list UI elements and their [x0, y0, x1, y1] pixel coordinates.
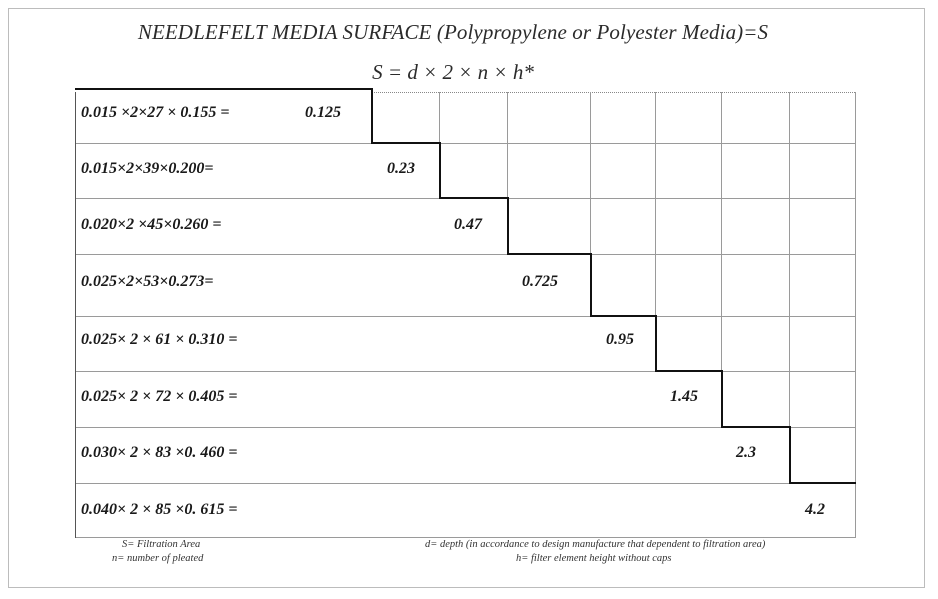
column-divider [655, 92, 656, 316]
column-divider [590, 92, 591, 254]
legend-n: n= number of pleated [112, 553, 204, 564]
stair-border [371, 142, 441, 144]
row-result: 0.95 [606, 331, 634, 348]
row-result: 0.125 [305, 104, 341, 121]
stair-border [507, 197, 509, 255]
legend-s: S= Filtration Area [122, 539, 201, 550]
table-bottom-border [75, 537, 855, 538]
stair-border [75, 88, 373, 90]
row-divider [75, 143, 855, 144]
row-result: 2.3 [736, 444, 756, 461]
row-expression: 0.015×2×39×0.200= [81, 160, 214, 177]
stair-border [789, 482, 856, 484]
table-top-border [372, 92, 855, 93]
stair-border [655, 370, 723, 372]
table-right-border [855, 92, 856, 538]
row-result: 0.47 [454, 216, 482, 233]
row-result: 0.725 [522, 273, 558, 290]
row-result: 1.45 [670, 388, 698, 405]
stair-border [655, 315, 657, 372]
stair-border [721, 426, 791, 428]
row-expression: 0.020×2 ×45×0.260 = [81, 216, 222, 233]
page-title: NEEDLEFELT MEDIA SURFACE (Polypropylene or Polyester Media)=S [137, 20, 769, 44]
column-divider [507, 92, 508, 198]
row-expression: 0.030× 2 × 83 ×0. 460 = [81, 444, 238, 461]
row-result: 4.2 [805, 501, 825, 518]
column-divider [439, 92, 440, 143]
stair-border [590, 315, 657, 317]
legend-h: h= filter element height without caps [516, 553, 672, 564]
row-divider [75, 483, 855, 484]
stair-border [439, 142, 441, 199]
row-expression: 0.025× 2 × 61 × 0.310 = [81, 331, 238, 348]
row-expression: 0.025×2×53×0.273= [81, 273, 214, 290]
stair-border [507, 253, 592, 255]
stair-border [590, 253, 592, 317]
row-expression: 0.025× 2 × 72 × 0.405 = [81, 388, 238, 405]
row-divider [75, 316, 855, 317]
formula: S = d × 2 × n × h* [372, 60, 534, 84]
row-expression: 0.015 ×2×27 × 0.155 = [81, 104, 230, 121]
table-left-border [75, 92, 76, 538]
stair-border [721, 370, 723, 428]
column-divider [721, 92, 722, 371]
stair-border [789, 426, 791, 484]
stair-border [371, 88, 373, 144]
row-expression: 0.040× 2 × 85 ×0. 615 = [81, 501, 238, 518]
row-result: 0.23 [387, 160, 415, 177]
row-divider [75, 254, 855, 255]
legend-d: d= depth (in accordance to design manufacture that dependent to filtration area) [425, 539, 766, 550]
row-divider [75, 371, 855, 372]
stair-border [439, 197, 509, 199]
column-divider [789, 92, 790, 427]
